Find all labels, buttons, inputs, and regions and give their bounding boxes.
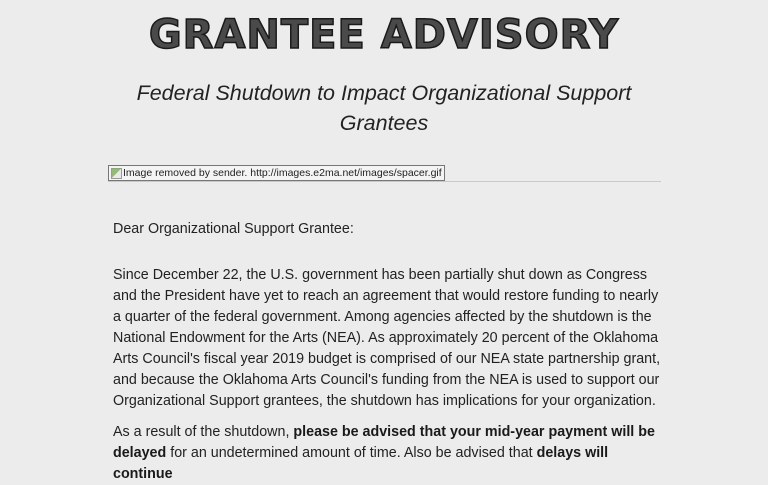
paragraph-2-text-1: As a result of the shutdown, [113,424,294,440]
image-divider [108,165,661,182]
paragraph-2 [113,422,663,485]
paragraph-2-bold-1: please be advised that your mid-year payment will be delayed [113,424,655,461]
paragraph-2-text-2: for an undetermined amount of time. Also be advised that [166,445,537,461]
image-alt-text: Image removed by sender. http://images.e2ma.net/images/spacer.gif [123,167,442,179]
broken-image-icon [111,168,122,179]
page-subtitle: Federal Shutdown to Impact Organizational Support Grantees [136,81,632,135]
broken-image-placeholder[interactable] [108,165,445,181]
paragraph-1: Since December 22, the U.S. government has been partially shut down as Congress and the President have yet to reach an agreement that would restore funding to nearly a quarter of the federal government. Among agencies affected by the shutdown is the National Endowment for the Arts (NEA). As approximately 20 percent of the Oklahoma Arts Council's fiscal year 2019 budget is comprised of our NEA state partnership grant, and because the Oklahoma Arts Council's funding from the NEA is used to support our Organizational Support grantees, the shutdown has implications for your organization. [113,267,661,409]
greeting: Dear Organizational Support Grantee: [113,221,354,237]
paragraph-2-bold-2: delays will continue [113,445,609,482]
page-title: GRANTEE ADVISORY [148,12,620,58]
